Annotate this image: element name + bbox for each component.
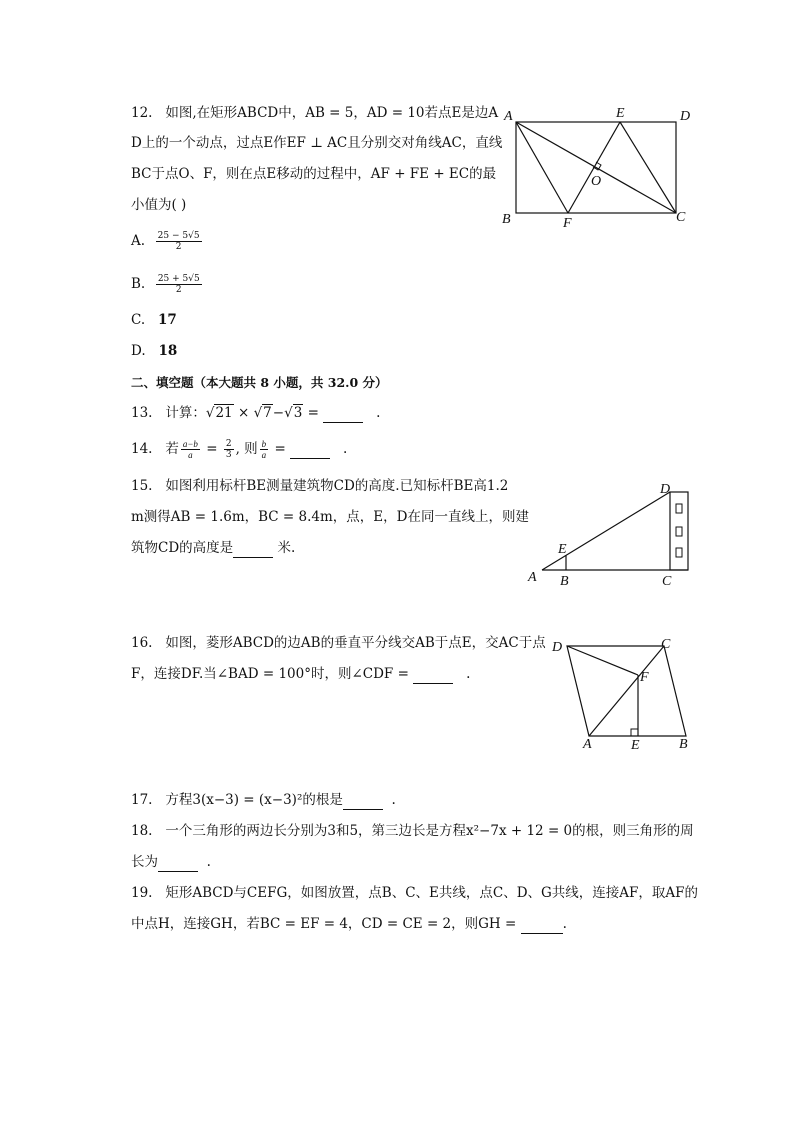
label-a: A — [528, 570, 537, 585]
q13-answer-blank[interactable] — [323, 404, 363, 423]
option-b-fraction: $\frac{25 + 5√5}{2}$ — [157, 274, 200, 295]
label-d: D — [680, 109, 691, 124]
label-f: F — [563, 216, 572, 231]
q19-line-2: 中点H，连接GH，若BC = EF = 4，CD = CE = 2，则GH = . — [131, 916, 567, 932]
q18-line-1: 18. 一个三角形的两边长分别为3和5，第三边长是方程x²−7x + 12 = 0的根，则三角形的周 — [131, 823, 694, 839]
option-d-value: 18 — [158, 343, 178, 359]
q12-option-c[interactable] — [131, 311, 177, 329]
option-d-label: D. — [131, 343, 146, 359]
label-b: B — [560, 574, 569, 589]
q13-line: 13. 计算：√21 × √7−√3 = . — [131, 405, 381, 421]
label-o: O — [591, 174, 602, 189]
q14-answer-blank[interactable] — [290, 440, 330, 459]
label-a: A — [504, 109, 513, 124]
q12-line-1 — [131, 104, 498, 122]
q17-number: 17. — [131, 792, 153, 808]
q15-text-2: m测得AB = 1.6m，BC = 8.4m，点，E，D在同一直线上，则建 — [131, 509, 529, 525]
q17-line: 17. 方程3(x−3) = (x−3)²的根是 . — [131, 792, 396, 808]
label-c: C — [662, 574, 672, 589]
label-d: D — [660, 482, 671, 497]
q18-number: 18. — [131, 823, 153, 839]
q19-number: 19. — [131, 885, 153, 901]
q15-line-1 — [131, 477, 508, 495]
option-a-fraction: $\frac{25 - 5√5}{2}$ — [157, 231, 200, 252]
q19-answer-blank[interactable] — [521, 915, 563, 934]
q16-figure — [540, 635, 710, 755]
q13-prefix: 计算： — [165, 405, 206, 421]
label-e: E — [616, 106, 625, 121]
option-c-value: 17 — [158, 312, 177, 328]
label-e: E — [558, 542, 567, 557]
q13-radicand-1: 21 — [215, 405, 233, 421]
section-fill-in-header: 二、填空题（本大题共 8 小题，共 32.0 分） — [131, 375, 388, 390]
option-b-label: B. — [131, 276, 146, 292]
label-d: D — [552, 640, 563, 655]
q16-line-1 — [131, 634, 546, 652]
q15-number: 15. — [131, 478, 153, 494]
q12-text-1: 如图,在矩形ABCD中，AB = 5，AD = 10若点E是边A — [165, 105, 499, 121]
label-a: A — [583, 737, 592, 752]
option-c-label: C. — [131, 312, 146, 328]
q16-line-2: F，连接DF.当∠BAD = 100°时，则∠CDF = . — [131, 666, 471, 682]
q12-text-4: 小值为( ) — [131, 197, 187, 213]
q16-answer-blank[interactable] — [413, 665, 453, 684]
q15-text-1: 如图利用标杆BE测量建筑物CD的高度.已知标杆BE高1.2 — [165, 478, 509, 494]
q16-number: 16. — [131, 635, 153, 651]
label-f: F — [640, 670, 649, 685]
q12-figure — [500, 105, 700, 230]
q15-answer-blank[interactable] — [233, 539, 273, 558]
q15-line-3: 筑物CD的高度是 米. — [131, 540, 296, 556]
q12-text-3: BC于点O、F，则在点E移动的过程中，AF + FE + EC的最 — [131, 166, 497, 182]
label-c: C — [676, 210, 686, 225]
label-b: B — [679, 737, 688, 752]
label-c: C — [661, 637, 671, 652]
q12-number: 12. — [131, 105, 153, 121]
q17-answer-blank[interactable] — [343, 791, 383, 810]
label-e: E — [631, 738, 640, 753]
q14-line: 14. 若 $\frac{a-b}{a}$ = $\frac{2}{3}$ , 则 $\frac{b}{a}$ = . — [131, 439, 348, 460]
q16-text-1: 如图，菱形ABCD的边AB的垂直平分线交AB于点E，交AC于点 — [165, 635, 546, 651]
q13-number: 13. — [131, 405, 153, 421]
label-b: B — [502, 212, 511, 227]
q13-radicand-2: 7 — [263, 405, 272, 421]
q13-radicand-3: 3 — [293, 405, 303, 421]
q12-option-b[interactable] — [131, 274, 204, 295]
q12-option-d[interactable] — [131, 342, 177, 360]
q19-line-1: 19. 矩形ABCD与CEFG，如图放置，点B、C、E共线，点C、D、G共线，连接AF，取AF的 — [131, 885, 699, 901]
q18-line-2: 长为 . — [131, 854, 211, 870]
option-a-label: A. — [131, 233, 146, 249]
q14-number: 14. — [131, 441, 153, 457]
q15-figure — [520, 480, 700, 590]
q18-answer-blank[interactable] — [158, 853, 198, 872]
q12-text-2: D上的一个动点，过点E作EF ⊥ AC且分别交对角线AC，直线 — [131, 135, 503, 151]
q12-option-a[interactable] — [131, 231, 204, 252]
